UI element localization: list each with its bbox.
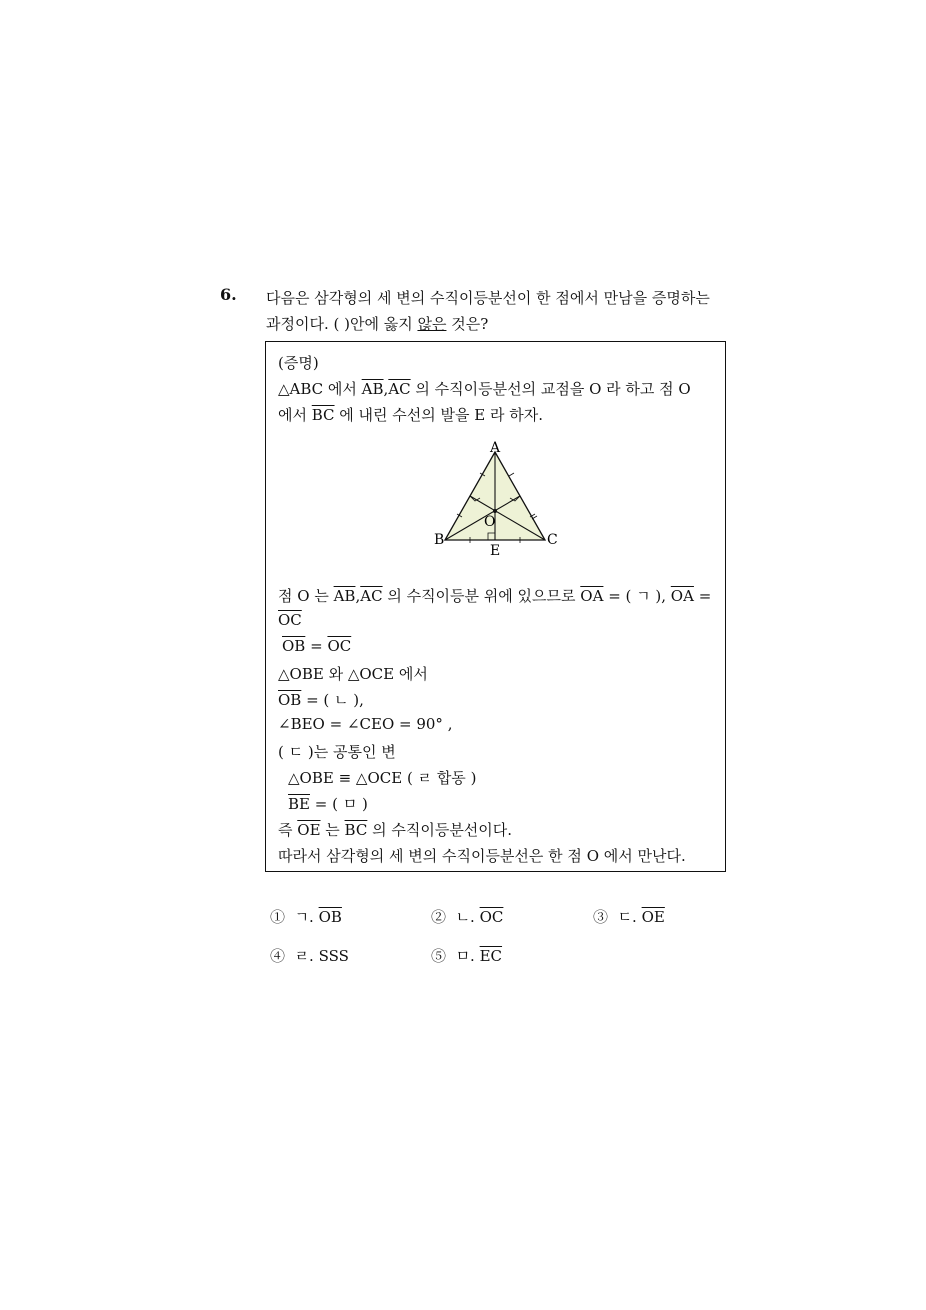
proof-line-11: $\overline{BE}$ = ( ㅁ ) — [288, 795, 368, 813]
proof-line-5: $\overline{OB} = \overline{OC}$ — [282, 637, 352, 655]
proof-label: (증명) — [278, 354, 319, 372]
label-e: E — [490, 543, 501, 559]
proof-line-8: ∠BEO = ∠CEO = 90° , — [278, 715, 453, 733]
emphasis-not: 않은 — [417, 315, 447, 333]
choice-4[interactable]: ④ ㄹ. SSS — [270, 947, 349, 965]
proof-line-3: 점 O 는 $\overline{AB},\overline{AC}$ 의 수직이등분 위에 있으므로 $\overline{OA}$ = ( ㄱ ), $\overline{OA}$ = — [278, 587, 712, 605]
proof-line-7: $\overline{OB}$ = ( ㄴ ), — [278, 691, 364, 709]
choice-2[interactable]: ② ㄴ. $\overline{OC}$ — [431, 908, 504, 926]
proof-line-2: 에서 $\overline{BC}$ 에 내린 수선의 발을 E 라 하자. — [278, 406, 544, 424]
proof-line-13: 따라서 삼각형의 세 변의 수직이등분선은 한 점 O 에서 만난다. — [278, 847, 686, 865]
proof-line-9: ( ㄷ )는 공통인 변 — [278, 743, 396, 761]
label-c: C — [547, 532, 558, 548]
proof-line-6: △OBE 와 △OCE 에서 — [278, 665, 428, 683]
choice-3[interactable]: ③ ㄷ. $\overline{OE}$ — [593, 908, 665, 926]
label-b: B — [434, 532, 445, 548]
label-o: O — [484, 514, 496, 530]
question-line-2: 과정이다. ( )안에 옳지 않은 것은? — [266, 315, 489, 333]
question-text — [266, 285, 736, 337]
triangle-diagram — [430, 440, 570, 560]
proof-line-10: △OBE ≡ △OCE ( ㄹ 합동 ) — [288, 769, 477, 787]
choice-1[interactable]: ① ㄱ. $\overline{OB}$ — [270, 908, 342, 926]
proof-line-1: △ABC 에서 $\overline{AB},\overline{AC}$ 의 수직이등분선의 교점을 O 라 하고 점 O — [278, 380, 691, 398]
proof-line-4: $\overline{OC}$ — [278, 611, 302, 629]
question-number: 6. — [220, 285, 237, 304]
choice-5[interactable]: ⑤ ㅁ. $\overline{EC}$ — [431, 947, 503, 965]
proof-line-12: 즉 $\overline{OE}$ 는 $\overline{BC}$ 의 수직이등분선이다. — [278, 821, 513, 839]
question-line-1: 다음은 삼각형의 세 변의 수직이등분선이 한 점에서 만남을 증명하는 — [266, 289, 710, 307]
label-a: A — [490, 440, 501, 456]
